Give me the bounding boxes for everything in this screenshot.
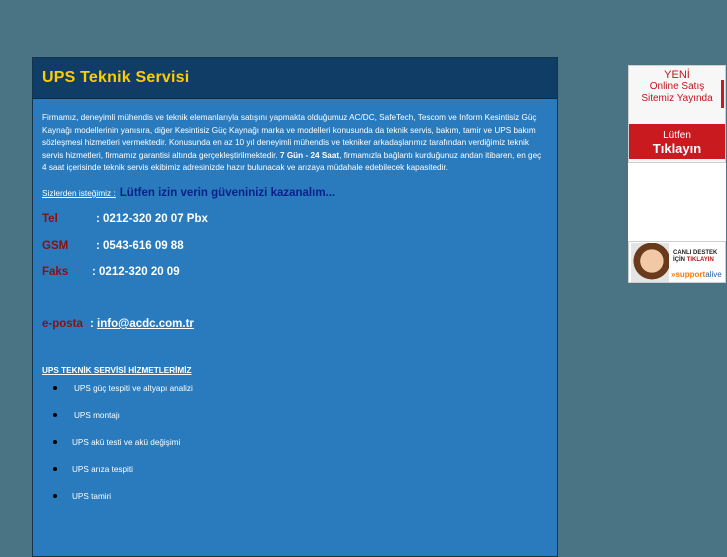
request-label: Sizlerden isteğimiz : bbox=[42, 187, 116, 198]
intro-paragraph bbox=[42, 112, 548, 175]
online-shop-banner[interactable] bbox=[628, 65, 726, 163]
banner-scrollbar bbox=[721, 80, 724, 108]
service-label: UPS güç tespiti ve altyapı analizi bbox=[74, 383, 193, 393]
email-separator: : bbox=[90, 317, 94, 330]
contact-value-gsm: : 0543-616 09 88 bbox=[96, 239, 184, 252]
list-item bbox=[42, 483, 548, 510]
support-text bbox=[673, 250, 717, 264]
contact-faks bbox=[42, 266, 548, 278]
main-panel bbox=[32, 57, 558, 557]
banner-line-2: Sitemiz Yayında bbox=[641, 93, 713, 104]
service-label: UPS akü testi ve akü değişimi bbox=[72, 437, 181, 447]
contact-email bbox=[42, 318, 548, 330]
service-label: UPS montajı bbox=[74, 410, 120, 420]
supportalive-logo bbox=[671, 270, 722, 279]
services-list bbox=[42, 375, 548, 510]
banner-line-1: Online Satış bbox=[649, 81, 705, 92]
support-line-2b: TIKLAYIN bbox=[686, 257, 714, 263]
support-line-2 bbox=[673, 257, 717, 264]
contact-value-faks: : 0212-320 20 09 bbox=[92, 265, 180, 278]
email-link[interactable]: info@acdc.com.tr bbox=[97, 317, 194, 330]
list-item bbox=[42, 456, 548, 483]
contact-label-gsm: GSM bbox=[42, 239, 69, 252]
banner-click-button[interactable] bbox=[629, 124, 725, 159]
bullet-icon bbox=[53, 494, 57, 498]
live-support-banner[interactable] bbox=[628, 241, 726, 283]
contact-label-email: e-posta bbox=[42, 317, 83, 330]
banner-new-label: YENİ bbox=[664, 69, 690, 81]
intro-text-1: Firmamız, deneyimli mühendis ve teknik elemanlarıyla satışını yapmakta olduğumuz AC/DC, SafeTech, Tescom ve Inform Kesintisiz Güç Kaynağı modellerinin yanısıra, diğer Kesintisiz Güç Kaynağı marka ve modelleri konusunda da teknik servis, bakım, tamir ve UPS bakım sözleşmesi hizmetleri vermektedir. Konusunda en az 10 yıl deneyimli mühendis ve tekniker arkadaşlarımız tarafından verdiğimiz teknik servis hizmetleri, firmamız garantisi altında gerçekleştirilmektedir. bbox=[42, 113, 537, 160]
service-label: UPS tamiri bbox=[72, 491, 112, 501]
bullet-icon bbox=[53, 467, 57, 471]
contact-label-tel: Tel bbox=[42, 212, 58, 225]
page-title: UPS Teknik Servisi bbox=[42, 69, 190, 86]
request-row bbox=[42, 187, 548, 199]
bullet-icon bbox=[53, 386, 57, 390]
list-item bbox=[42, 402, 548, 429]
list-item bbox=[42, 429, 548, 456]
service-label: UPS arıza tespiti bbox=[72, 464, 133, 474]
services-heading: UPS TEKNİK SERVİSİ HİZMETLERİMİZ bbox=[42, 365, 192, 375]
brand-part-2: alive bbox=[705, 270, 722, 279]
support-agent-image bbox=[631, 243, 669, 283]
list-item bbox=[42, 375, 548, 402]
intro-bold-hours: 7 Gün - 24 Saat bbox=[279, 150, 340, 160]
intro-text-2: , firmamızla bağlantı kurduğunuz andan itibaren, en geç 4 saat içerisinde teknik servis ekibimiz adresinizde hazır bulunacak ve arızaya müdahale edebilecek kapasitedir. bbox=[42, 150, 542, 173]
banner-spacer bbox=[628, 163, 726, 241]
contact-label-faks: Faks bbox=[42, 265, 69, 278]
request-text: Lütfen izin verin güveninizi kazanalım... bbox=[119, 186, 336, 199]
contact-value-tel: : 0212-320 20 07 Pbx bbox=[96, 212, 208, 225]
banner-button-line-2: Tıklayın bbox=[652, 140, 702, 156]
brand-part-1: »support bbox=[671, 270, 706, 279]
banner-button-line-1: Lütfen bbox=[663, 129, 691, 141]
content-area bbox=[33, 99, 557, 510]
contact-value-email bbox=[90, 318, 194, 330]
contact-tel bbox=[42, 213, 548, 225]
support-line-2a: İÇİN bbox=[673, 257, 687, 263]
title-bar bbox=[33, 58, 557, 99]
bullet-icon bbox=[53, 413, 57, 417]
bullet-icon bbox=[53, 440, 57, 444]
contact-gsm bbox=[42, 240, 548, 252]
support-line-1: CANLI DESTEK bbox=[673, 250, 718, 256]
